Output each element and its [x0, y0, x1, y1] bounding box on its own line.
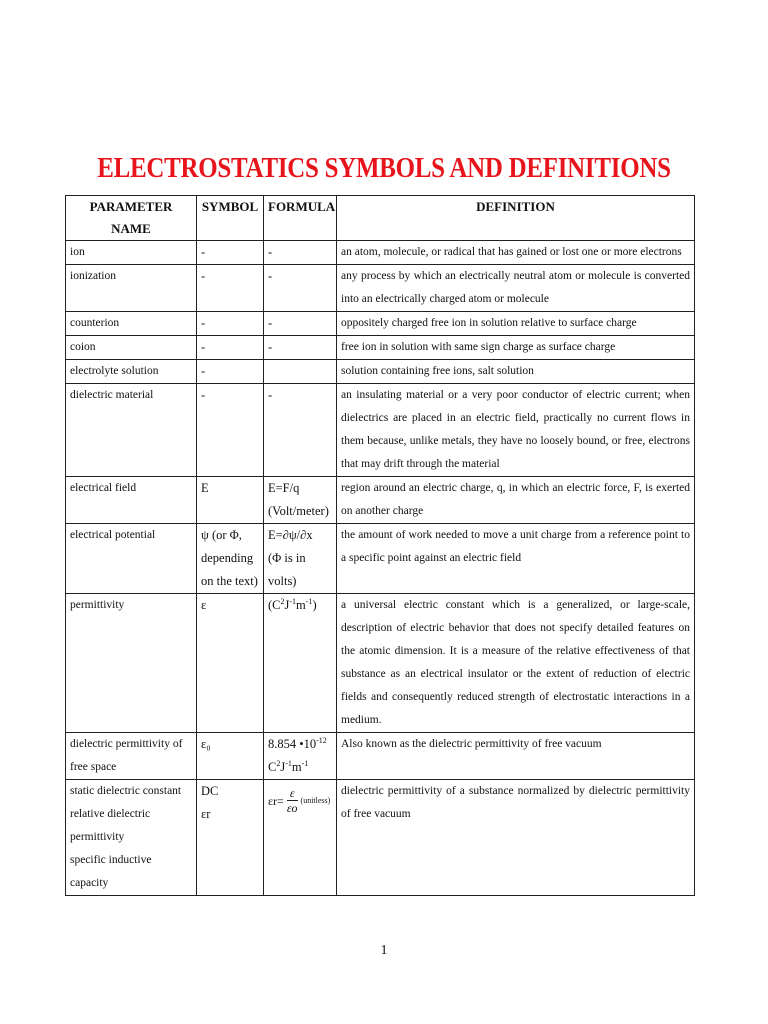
relative-permittivity-formula: εr= $\frac{\varepsilon}{\varepsilon o}$ (unitless): [268, 786, 331, 815]
header-parameter-name: PARAMETER NAME: [66, 196, 197, 241]
row-name: dielectric material: [66, 384, 197, 477]
name-line: specific inductive capacity: [70, 854, 152, 889]
table-row: [66, 312, 695, 336]
table-row: [66, 780, 695, 896]
row-formula: $(C^2J^{-1}m^{-1})$: [264, 594, 337, 733]
row-definition: the amount of work needed to move a unit charge from a reference point to a specific point against an electric field: [337, 524, 695, 594]
row-symbol: -: [197, 336, 264, 360]
row-formula: [264, 733, 337, 780]
row-definition: oppositely charged free ion in solution relative to surface charge: [337, 312, 695, 336]
row-definition: any process by which an electrically neutral atom or molecule is converted into an electrically charged atom or molecule: [337, 265, 695, 312]
formula-line: 8.854 $•10^{-12}$: [268, 735, 327, 751]
row-definition: Also known as the dielectric permittivity of free vacuum: [337, 733, 695, 780]
row-name: ion: [66, 241, 197, 265]
definitions-table: [65, 195, 695, 896]
symbol-line: ψ (or Φ,: [201, 528, 242, 542]
row-name: ionization: [66, 265, 197, 312]
row-name: electrolyte solution: [66, 360, 197, 384]
row-definition: a universal electric constant which is a generalized, or large-scale, description of electric behavior that does not specify detailed features on the atomic dimension. It is a measure of the relative effectiveness of that substance as an electrical insulator or the extent of reduction of electric fields and consequently reduced strength of electrostatic interactions in a medium.: [337, 594, 695, 733]
row-name: electrical potential: [66, 524, 197, 594]
formula-line: E=∂ψ/∂x: [268, 528, 313, 542]
row-symbol: -: [197, 312, 264, 336]
row-symbol: ε: [197, 594, 264, 733]
row-formula: -: [264, 336, 337, 360]
table-row: [66, 336, 695, 360]
header-definition: DEFINITION: [337, 196, 695, 241]
row-name: dielectric permittivity of free space: [66, 733, 197, 780]
row-formula: [264, 360, 337, 384]
row-name: counterion: [66, 312, 197, 336]
row-formula: -: [264, 384, 337, 477]
symbol-line: depending: [201, 551, 254, 565]
row-formula: [264, 780, 337, 896]
row-symbol: E: [197, 477, 264, 524]
formula-line: E=F/q: [268, 481, 300, 495]
row-name: coion: [66, 336, 197, 360]
table-row: [66, 360, 695, 384]
row-definition: an atom, molecule, or radical that has gained or lost one or more electrons: [337, 241, 695, 265]
table-row: [66, 733, 695, 780]
table-row: [66, 265, 695, 312]
row-definition: solution containing free ions, salt solution: [337, 360, 695, 384]
row-formula: [264, 524, 337, 594]
row-definition: an insulating material or a very poor conductor of electric current; when dielectrics are placed in an electric field, practically no current flows in them because, unlike metals, they have no loosely bound, or free, electrons that may drift through the material: [337, 384, 695, 477]
row-formula: [264, 477, 337, 524]
row-formula: -: [264, 312, 337, 336]
table-row: [66, 594, 695, 733]
symbol-line: DC: [201, 784, 219, 798]
header-symbol: SYMBOL: [197, 196, 264, 241]
row-symbol: -: [197, 384, 264, 477]
row-name: [66, 780, 197, 896]
header-formula: FORMULA: [264, 196, 337, 241]
table-row: [66, 477, 695, 524]
table-header-row: [66, 196, 695, 241]
row-symbol: -: [197, 241, 264, 265]
row-symbol: [197, 524, 264, 594]
row-definition: dielectric permittivity of a substance normalized by dielectric permittivity of free vacuum: [337, 780, 695, 896]
row-definition: free ion in solution with same sign charge as surface charge: [337, 336, 695, 360]
row-symbol: ε₀: [197, 733, 264, 780]
page-number: 1: [380, 943, 388, 958]
formula-unit: (Volt/meter): [268, 504, 329, 518]
table-row: [66, 384, 695, 477]
row-name: permittivity: [66, 594, 197, 733]
name-line: static dielectric constant: [70, 785, 182, 797]
row-symbol: -: [197, 265, 264, 312]
formula-unit: (Φ is in volts): [268, 551, 306, 588]
symbol-line: εr: [201, 807, 211, 821]
page-title: ELECTROSTATICS SYMBOLS AND DEFINITIONS: [97, 152, 671, 184]
row-symbol: -: [197, 360, 264, 384]
row-symbol: [197, 780, 264, 896]
row-formula: -: [264, 265, 337, 312]
table-row: [66, 524, 695, 594]
name-line: relative dielectric permittivity: [70, 808, 151, 843]
formula-unit: $C^2J^{-1}m^{-1}$: [268, 758, 309, 774]
symbol-line: on the text): [201, 574, 258, 588]
row-name: electrical field: [66, 477, 197, 524]
table-row: [66, 241, 695, 265]
row-formula: -: [264, 241, 337, 265]
row-definition: region around an electric charge, q, in which an electric force, F, is exerted on another charge: [337, 477, 695, 524]
